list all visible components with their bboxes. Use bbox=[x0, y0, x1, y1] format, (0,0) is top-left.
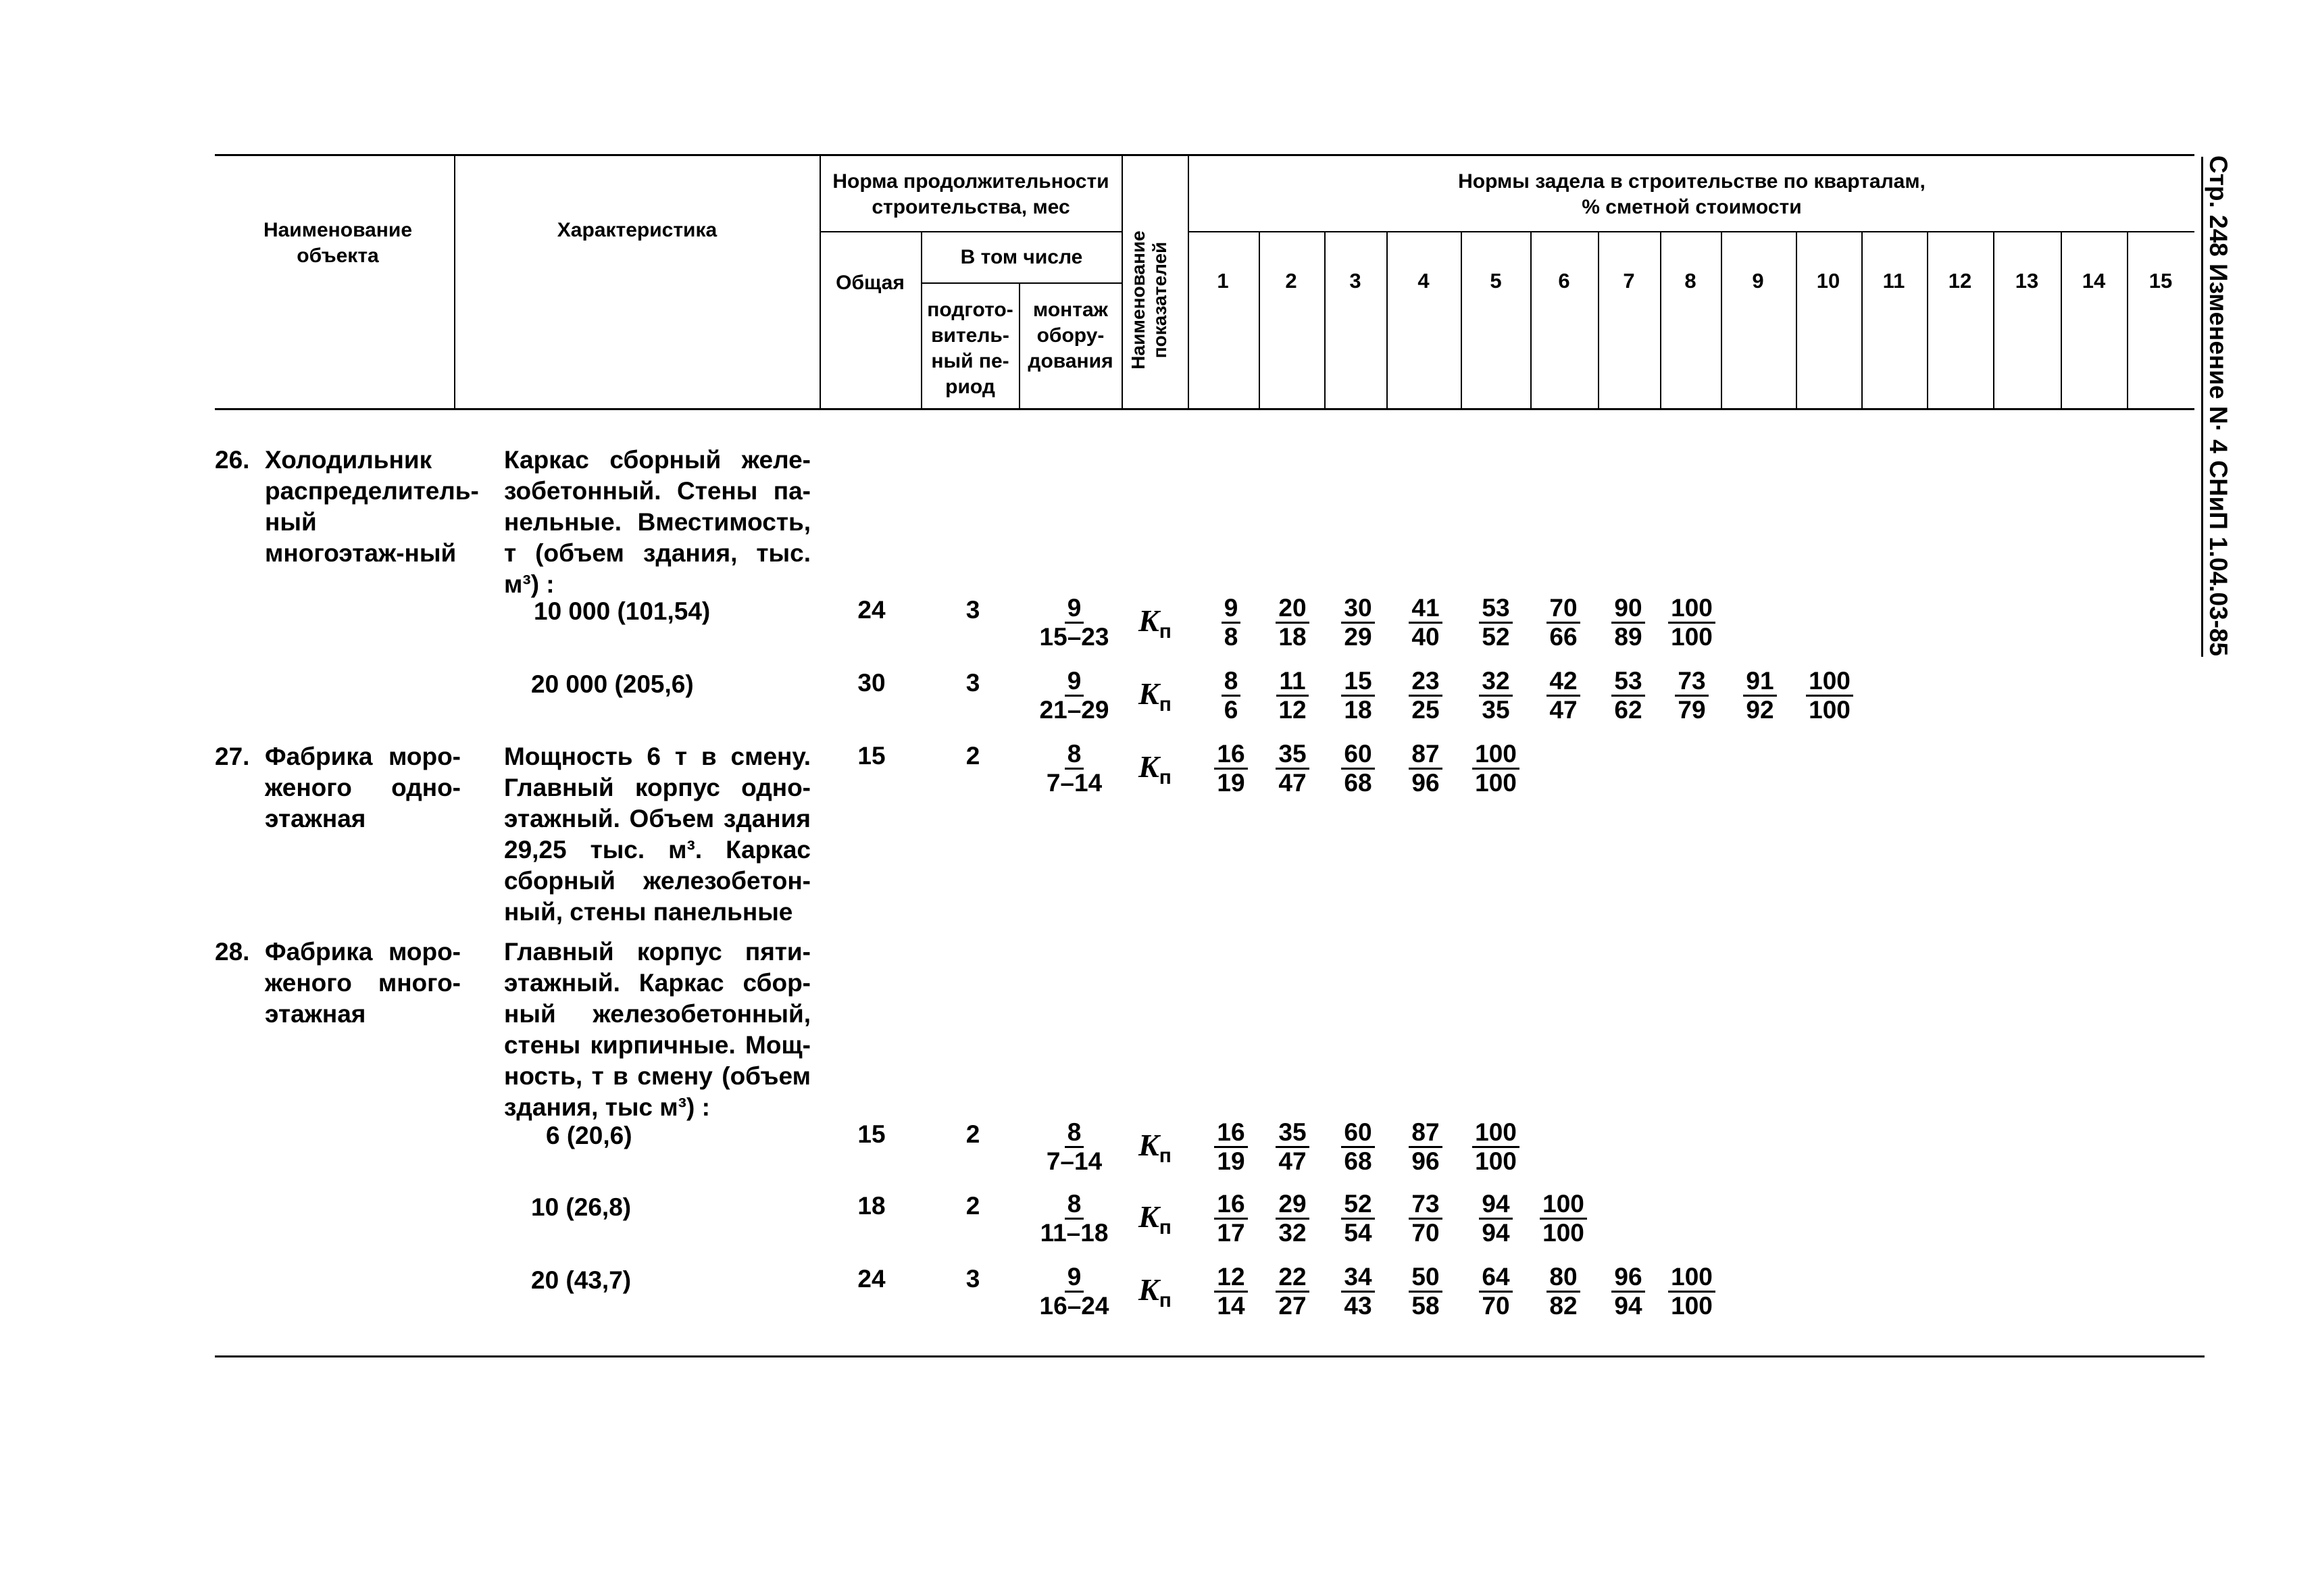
quarter-fraction bbox=[1197, 1264, 1265, 1320]
object-name: Холодильник распределитель-ный многоэтаж-ный bbox=[265, 446, 479, 567]
frac-num: 11 bbox=[1276, 668, 1308, 697]
quarter-divider bbox=[1927, 231, 1928, 409]
prep-duration: 3 bbox=[965, 1265, 980, 1293]
quarter-fraction bbox=[1658, 668, 1726, 724]
quarter-divider bbox=[1660, 231, 1661, 409]
frac-num: 53 bbox=[1611, 668, 1644, 697]
quarter-label: 9 bbox=[1752, 269, 1764, 293]
quarter-fraction bbox=[1392, 595, 1459, 651]
frac-den: 94 bbox=[1614, 1292, 1642, 1320]
table-top-rule bbox=[215, 154, 2194, 156]
frac-den: 89 bbox=[1614, 623, 1642, 651]
frac-den: 100 bbox=[1809, 696, 1851, 724]
frac-num: 8 bbox=[1065, 741, 1084, 770]
kp-letter: K bbox=[1138, 1128, 1159, 1162]
frac-den: 94 bbox=[1482, 1219, 1510, 1247]
frac-num: 8 bbox=[1065, 1119, 1084, 1148]
quarter-fraction bbox=[1392, 668, 1459, 724]
frac-den: 21–29 bbox=[1039, 696, 1109, 724]
frac-den: 12 bbox=[1278, 696, 1307, 724]
frac-num: 9 bbox=[1065, 668, 1084, 697]
frac-num: 73 bbox=[1409, 1191, 1442, 1220]
quarter-divider bbox=[1386, 231, 1388, 409]
prep-duration: 2 bbox=[965, 1192, 980, 1220]
header-subrule bbox=[1188, 231, 2194, 232]
frac-den: 100 bbox=[1542, 1219, 1584, 1247]
frac-den: 43 bbox=[1344, 1292, 1372, 1320]
frac-num: 29 bbox=[1276, 1191, 1309, 1220]
frac-den: 52 bbox=[1482, 623, 1510, 651]
header-bottom-rule bbox=[215, 408, 2194, 410]
quarter-fraction bbox=[1197, 1191, 1265, 1247]
frac-den: 18 bbox=[1278, 623, 1307, 651]
indicator-kp bbox=[1138, 1127, 1172, 1168]
frac-den: 35 bbox=[1482, 696, 1510, 724]
frac-den: 7–14 bbox=[1046, 1147, 1103, 1175]
quarter-fraction bbox=[1392, 1264, 1459, 1320]
frac-num: 100 bbox=[1540, 1191, 1587, 1220]
frac-num: 73 bbox=[1675, 668, 1708, 697]
quarter-fraction bbox=[1530, 1191, 1597, 1247]
header-prep-period: подгото- витель- ный пе- риод bbox=[927, 299, 1013, 398]
prep-duration: 3 bbox=[965, 596, 980, 624]
prep-duration: 3 bbox=[965, 669, 980, 697]
quarter-fraction bbox=[1197, 595, 1265, 651]
quarter-divider bbox=[1530, 231, 1532, 409]
quarter-divider bbox=[1721, 231, 1722, 409]
equip-fraction bbox=[1030, 741, 1118, 797]
quarter-fraction bbox=[1530, 668, 1597, 724]
frac-num: 80 bbox=[1546, 1264, 1580, 1293]
frac-num: 100 bbox=[1472, 741, 1519, 770]
quarter-label: 3 bbox=[1349, 269, 1361, 293]
frac-num: 20 bbox=[1276, 595, 1309, 624]
quarter-label: 12 bbox=[1948, 269, 1972, 293]
frac-num: 16 bbox=[1214, 741, 1247, 770]
quarter-label: 11 bbox=[1882, 269, 1905, 293]
quarter-fraction bbox=[1462, 668, 1530, 724]
total-duration: 15 bbox=[857, 742, 886, 770]
kp-sub: п bbox=[1159, 766, 1172, 789]
characteristic-text: Мощность 6 т в смену. Главный корпус одно-этажный. Объем здания 29,25 тыс. м³. Каркас сборный железобетон-ный, стены панельные bbox=[504, 743, 811, 926]
prep-duration: 2 bbox=[965, 742, 980, 770]
header-divider bbox=[454, 154, 455, 409]
frac-den: 70 bbox=[1482, 1292, 1510, 1320]
header-characteristic: Характеристика bbox=[557, 219, 718, 241]
table-bottom-rule bbox=[215, 1355, 2205, 1357]
header-indicators: Наименование показателей bbox=[1128, 230, 1170, 370]
header-total: Общая bbox=[836, 272, 905, 294]
frac-den: 11–18 bbox=[1040, 1219, 1109, 1247]
quarter-label: 8 bbox=[1684, 269, 1696, 293]
quarter-label: 10 bbox=[1816, 269, 1840, 293]
quarter-fraction bbox=[1324, 1191, 1392, 1247]
kp-sub: п bbox=[1159, 1289, 1172, 1312]
frac-den: 8 bbox=[1224, 623, 1238, 651]
quarter-divider bbox=[1259, 231, 1260, 409]
frac-num: 87 bbox=[1409, 741, 1442, 770]
frac-den: 100 bbox=[1671, 1292, 1713, 1320]
kp-letter: K bbox=[1138, 676, 1159, 711]
quarter-fraction bbox=[1658, 595, 1726, 651]
frac-num: 9 bbox=[1222, 595, 1241, 624]
indicator-kp bbox=[1138, 1199, 1172, 1239]
frac-den: 47 bbox=[1278, 1147, 1307, 1175]
equip-fraction bbox=[1030, 1264, 1118, 1320]
quarter-divider bbox=[1993, 231, 1994, 409]
quarter-label: 14 bbox=[2082, 269, 2106, 293]
side-caption bbox=[2199, 155, 2237, 669]
quarter-fraction bbox=[1462, 741, 1530, 797]
frac-num: 42 bbox=[1546, 668, 1580, 697]
frac-den: 29 bbox=[1344, 623, 1372, 651]
total-duration: 15 bbox=[857, 1120, 886, 1148]
quarter-fraction bbox=[1197, 668, 1265, 724]
frac-num: 30 bbox=[1341, 595, 1374, 624]
frac-den: 19 bbox=[1217, 769, 1245, 797]
header-backlog-norms: Нормы задела в строительстве по кварталам, % сметной стоимости bbox=[1458, 170, 1926, 218]
kp-letter: K bbox=[1138, 603, 1159, 638]
quarter-fraction bbox=[1259, 595, 1326, 651]
frac-num: 94 bbox=[1479, 1191, 1512, 1220]
characteristic-text: Каркас сборный желе-зобетонный. Стены па-нельные. Вместимость, т (объем здания, тыс. м³) : bbox=[504, 446, 811, 598]
frac-den: 100 bbox=[1475, 1147, 1517, 1175]
frac-den: 18 bbox=[1344, 696, 1372, 724]
equip-fraction bbox=[1030, 1191, 1118, 1247]
quarter-fraction bbox=[1594, 668, 1662, 724]
quarter-fraction bbox=[1462, 1191, 1530, 1247]
frac-den: 62 bbox=[1614, 696, 1642, 724]
quarter-label: 2 bbox=[1285, 269, 1297, 293]
quarter-fraction bbox=[1324, 1119, 1392, 1175]
quarter-fraction bbox=[1259, 1191, 1326, 1247]
frac-den: 70 bbox=[1411, 1219, 1440, 1247]
frac-den: 27 bbox=[1278, 1292, 1307, 1320]
frac-num: 22 bbox=[1276, 1264, 1309, 1293]
frac-den: 79 bbox=[1678, 696, 1706, 724]
quarter-fraction bbox=[1259, 668, 1326, 724]
header-including: В том числе bbox=[960, 246, 1083, 268]
quarter-fraction bbox=[1392, 741, 1459, 797]
indicator-kp bbox=[1138, 603, 1172, 643]
frac-num: 16 bbox=[1214, 1191, 1247, 1220]
frac-num: 41 bbox=[1409, 595, 1442, 624]
frac-num: 70 bbox=[1546, 595, 1580, 624]
object-characteristic bbox=[504, 741, 811, 928]
kp-letter: K bbox=[1138, 749, 1159, 784]
kp-sub: п bbox=[1159, 1216, 1172, 1239]
object-number: 27. bbox=[215, 743, 250, 770]
quarter-label: 7 bbox=[1623, 269, 1635, 293]
row-label: 10 (26,8) bbox=[531, 1193, 632, 1221]
quarter-divider bbox=[1461, 231, 1462, 409]
quarter-fraction bbox=[1462, 595, 1530, 651]
indicator-kp bbox=[1138, 1272, 1172, 1312]
side-caption-text: Стр. 248 Изменение N· 4 СНиП 1.04.03-85 bbox=[2205, 155, 2232, 657]
quarter-fraction bbox=[1462, 1119, 1530, 1175]
total-duration: 30 bbox=[857, 669, 886, 697]
quarter-fraction bbox=[1594, 1264, 1662, 1320]
frac-den: 47 bbox=[1278, 769, 1307, 797]
total-duration: 18 bbox=[857, 1192, 886, 1220]
frac-den: 66 bbox=[1549, 623, 1578, 651]
quarter-fraction bbox=[1259, 1119, 1326, 1175]
frac-num: 100 bbox=[1668, 1264, 1715, 1293]
frac-num: 35 bbox=[1276, 741, 1309, 770]
prep-duration: 2 bbox=[965, 1120, 980, 1148]
frac-num: 64 bbox=[1479, 1264, 1512, 1293]
header-equip-install: монтаж обору- дования bbox=[1028, 299, 1113, 372]
quarter-divider bbox=[2061, 231, 2062, 409]
frac-num: 15 bbox=[1341, 668, 1374, 697]
frac-num: 87 bbox=[1409, 1119, 1442, 1148]
quarter-divider bbox=[2127, 231, 2128, 409]
frac-num: 32 bbox=[1479, 668, 1512, 697]
object-characteristic bbox=[504, 937, 811, 1123]
row-label: 10 000 (101,54) bbox=[534, 597, 711, 625]
object-characteristic bbox=[504, 445, 811, 600]
equip-fraction bbox=[1030, 668, 1118, 724]
kp-sub: п bbox=[1159, 693, 1172, 716]
quarter-fraction bbox=[1462, 1264, 1530, 1320]
frac-num: 9 bbox=[1065, 595, 1084, 624]
quarter-fraction bbox=[1594, 595, 1662, 651]
row-label: 6 (20,6) bbox=[546, 1122, 632, 1149]
quarter-label: 5 bbox=[1490, 269, 1502, 293]
frac-den: 47 bbox=[1549, 696, 1578, 724]
kp-letter: K bbox=[1138, 1199, 1159, 1234]
frac-num: 96 bbox=[1611, 1264, 1644, 1293]
frac-den: 68 bbox=[1344, 769, 1372, 797]
object-name: Фабрика моро-женого одно-этажная bbox=[265, 743, 461, 832]
frac-den: 58 bbox=[1411, 1292, 1440, 1320]
object-name: Фабрика моро-женого много-этажная bbox=[265, 938, 461, 1028]
frac-den: 16–24 bbox=[1039, 1292, 1109, 1320]
quarter-fraction bbox=[1324, 1264, 1392, 1320]
indicator-kp bbox=[1138, 749, 1172, 789]
kp-sub: п bbox=[1159, 1145, 1172, 1168]
frac-num: 100 bbox=[1806, 668, 1853, 697]
quarter-divider bbox=[1324, 231, 1326, 409]
quarter-fraction bbox=[1324, 668, 1392, 724]
quarter-fraction bbox=[1197, 741, 1265, 797]
frac-num: 91 bbox=[1743, 668, 1776, 697]
frac-num: 52 bbox=[1341, 1191, 1374, 1220]
frac-num: 60 bbox=[1341, 1119, 1374, 1148]
frac-num: 100 bbox=[1668, 595, 1715, 624]
frac-den: 54 bbox=[1344, 1219, 1372, 1247]
frac-den: 92 bbox=[1746, 696, 1774, 724]
frac-num: 90 bbox=[1611, 595, 1644, 624]
frac-num: 50 bbox=[1409, 1264, 1442, 1293]
frac-num: 23 bbox=[1409, 668, 1442, 697]
header-subrule bbox=[820, 231, 1122, 232]
frac-den: 82 bbox=[1549, 1292, 1578, 1320]
frac-den: 100 bbox=[1475, 769, 1517, 797]
header-object-name: Наименование объекта bbox=[263, 219, 413, 267]
quarter-divider bbox=[1598, 231, 1599, 409]
row-label: 20 000 (205,6) bbox=[531, 670, 694, 698]
header-norm-duration: Норма продолжительности строительства, мес bbox=[832, 170, 1109, 218]
quarter-fraction bbox=[1197, 1119, 1265, 1175]
quarter-fraction bbox=[1259, 1264, 1326, 1320]
header-divider bbox=[1122, 154, 1123, 409]
quarter-fraction bbox=[1530, 1264, 1597, 1320]
quarter-divider bbox=[1796, 231, 1797, 409]
characteristic-text: Главный корпус пяти-этажный. Каркас сбор-ный железобетонный, стены кирпичные. Мощ-ность, т в смену (объем здания, тыс м³) : bbox=[504, 938, 811, 1121]
frac-den: 40 bbox=[1411, 623, 1440, 651]
frac-den: 68 bbox=[1344, 1147, 1372, 1175]
frac-den: 15–23 bbox=[1039, 623, 1109, 651]
quarter-fraction bbox=[1324, 741, 1392, 797]
quarter-divider bbox=[1861, 231, 1863, 409]
quarter-label: 13 bbox=[2015, 269, 2039, 293]
frac-num: 34 bbox=[1341, 1264, 1374, 1293]
kp-letter: K bbox=[1138, 1272, 1159, 1307]
frac-num: 53 bbox=[1479, 595, 1512, 624]
equip-fraction bbox=[1030, 1119, 1118, 1175]
frac-den: 6 bbox=[1224, 696, 1238, 724]
quarter-fraction bbox=[1392, 1119, 1459, 1175]
total-duration: 24 bbox=[857, 596, 886, 624]
frac-num: 16 bbox=[1214, 1119, 1247, 1148]
row-label: 20 (43,7) bbox=[531, 1266, 632, 1294]
frac-den: 14 bbox=[1217, 1292, 1245, 1320]
quarter-label: 6 bbox=[1558, 269, 1570, 293]
object-number: 26. bbox=[215, 446, 250, 474]
frac-den: 25 bbox=[1411, 696, 1440, 724]
header-subrule bbox=[921, 282, 1122, 284]
quarter-fraction bbox=[1658, 1264, 1726, 1320]
quarter-fraction bbox=[1324, 595, 1392, 651]
quarter-label: 15 bbox=[2148, 269, 2173, 293]
quarter-fraction bbox=[1392, 1191, 1459, 1247]
quarter-label: 4 bbox=[1417, 269, 1430, 293]
quarter-fraction bbox=[1796, 668, 1863, 724]
quarter-fraction bbox=[1530, 595, 1597, 651]
side-caption-rule bbox=[2201, 157, 2203, 657]
frac-den: 32 bbox=[1278, 1219, 1307, 1247]
frac-den: 100 bbox=[1671, 623, 1713, 651]
frac-den: 17 bbox=[1217, 1219, 1245, 1247]
frac-num: 8 bbox=[1065, 1191, 1084, 1220]
kp-sub: п bbox=[1159, 620, 1172, 643]
frac-num: 12 bbox=[1214, 1264, 1247, 1293]
equip-fraction bbox=[1030, 595, 1118, 651]
frac-num: 60 bbox=[1341, 741, 1374, 770]
quarter-label: 1 bbox=[1217, 269, 1229, 293]
total-duration: 24 bbox=[857, 1265, 886, 1293]
frac-den: 96 bbox=[1411, 1147, 1440, 1175]
frac-den: 96 bbox=[1411, 769, 1440, 797]
frac-num: 35 bbox=[1276, 1119, 1309, 1148]
object-number: 28. bbox=[215, 938, 250, 966]
frac-num: 100 bbox=[1472, 1119, 1519, 1148]
frac-num: 9 bbox=[1065, 1264, 1084, 1293]
frac-den: 7–14 bbox=[1046, 769, 1103, 797]
quarter-fraction bbox=[1726, 668, 1794, 724]
quarter-fraction bbox=[1259, 741, 1326, 797]
indicator-kp bbox=[1138, 676, 1172, 716]
frac-num: 8 bbox=[1222, 668, 1241, 697]
frac-den: 19 bbox=[1217, 1147, 1245, 1175]
